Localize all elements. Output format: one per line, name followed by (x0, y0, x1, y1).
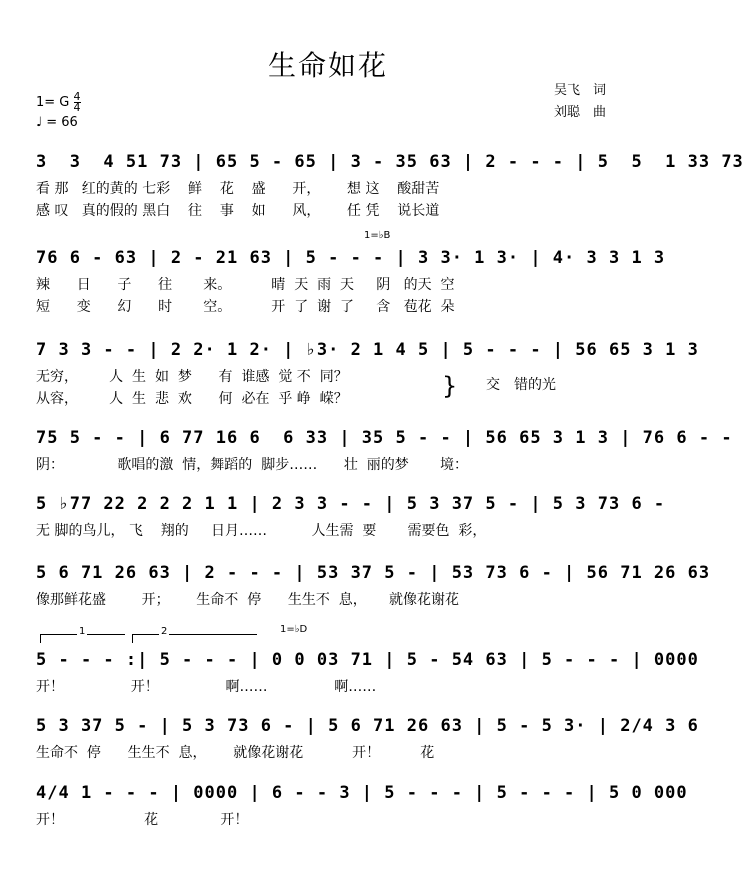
key-label: 1= G (36, 95, 70, 110)
volta-number-2: 2 (161, 626, 168, 637)
lyrics-line-1: 开！ 开！ 啊…… 啊…… (36, 679, 377, 695)
score-system-1 (36, 152, 744, 222)
score-system-7 (36, 650, 699, 698)
lyrics-line-1: 开！ 花 开！ (36, 812, 249, 828)
tempo-mark: ♩ = 66 (36, 115, 78, 130)
lyrics-line-1: 阴： 歌唱的激 情，舞蹈的 脚步…… 壮 丽的梦 境： (36, 457, 468, 473)
lyrics-line-1: 辣 日 子 往 来。 晴 天 雨 天 阴 的天 空 (36, 277, 455, 293)
notes-line: 76 6 - 63 | 2 - 21 63 | 5 - - - | 3 3· 1 3· | 4· 3 3 1 3 (36, 248, 666, 268)
lyricist: 吴飞 词 (553, 83, 606, 98)
time-signature (74, 92, 81, 113)
brace-symbol: } (442, 372, 458, 400)
notes-line: 5 - - - :| 5 - - - | 0 0 03 71 | 5 - 54 63 | 5 - - - | 0000 (36, 650, 699, 670)
score-system-9 (36, 783, 688, 831)
score-system-5 (36, 494, 666, 542)
lyrics-line-1: 生命不 停 生生不 息， 就像花谢花 开！ 花 (36, 745, 435, 761)
lyrics-line-1: 无 脚的鸟儿， 飞 翔的 日月…… 人生需 要 需要色 彩， (36, 523, 487, 539)
volta-number-1: 1 (79, 626, 86, 637)
composer: 刘聪 曲 (553, 105, 606, 120)
lyrics-line-1: 无穷， 人 生 如 梦 有 谁感 觉 不 同？ (36, 369, 348, 385)
key-change-marker: 1=♭D (280, 624, 308, 635)
credits (554, 80, 606, 124)
volta-bracket-2 (132, 626, 257, 643)
volta-bracket-1 (40, 626, 125, 643)
notes-line: 7 3 3 - - | 2 2· 1 2· | ♭3· 2 1 4 5 | 5 - - - | 56 65 3 1 3 (36, 340, 699, 360)
lyrics-line-1: 看 那 红的黄的 七彩 鲜 花 盛 开， 想 这 酸甜苦 (36, 181, 440, 197)
side-lyric: 交 错的光 (486, 377, 556, 393)
score-system-2 (36, 248, 666, 318)
notes-line: 5 6 71 26 63 | 2 - - - | 53 37 5 - | 53 73 6 - | 56 71 26 63 (36, 563, 711, 583)
key-signature (36, 92, 81, 113)
lyrics-line-2: 从容， 人 生 悲 欢 何 必在 乎 峥 嵘？ (36, 391, 348, 407)
score-system-8 (36, 716, 699, 764)
time-top: 4 (73, 90, 81, 103)
lyrics-line-1: 像那鲜花盛 开； 生命不 停 生生不 息， 就像花谢花 (36, 592, 460, 608)
notes-line: 5 ♭77 22 2 2 2 1 1 | 2 3 3 - - | 5 3 37 5 - | 5 3 73 6 - (36, 494, 666, 514)
key-change-marker: 1=♭B (364, 230, 391, 241)
notes-line: 75 5 - - | 6 77 16 6 6 33 | 35 5 - - | 56 65 3 1 3 | 76 6 - - (36, 428, 733, 448)
time-bottom: 4 (73, 101, 81, 114)
lyrics-line-2: 短 变 幻 时 空。 开 了 谢 了 含 苞花 朵 (36, 299, 455, 315)
notes-line: 3 3 4 51 73 | 65 5 - 65 | 3 - 35 63 | 2 - - - | 5 5 1 33 73 (36, 152, 744, 172)
score-system-4 (36, 428, 733, 476)
lyrics-line-2: 感 叹 真的假的 黑白 往 事 如 风， 任 凭 说长道 (36, 203, 440, 219)
score-system-6 (36, 563, 711, 611)
page-title: 生命如花 (267, 49, 388, 82)
notes-line: 5 3 37 5 - | 5 3 73 6 - | 5 6 71 26 63 | 5 - 5 3· | 2/4 3 6 (36, 716, 699, 736)
notes-line: 4/4 1 - - - | 0000 | 6 - - 3 | 5 - - - | 5 - - - | 5 0 000 (36, 783, 688, 803)
